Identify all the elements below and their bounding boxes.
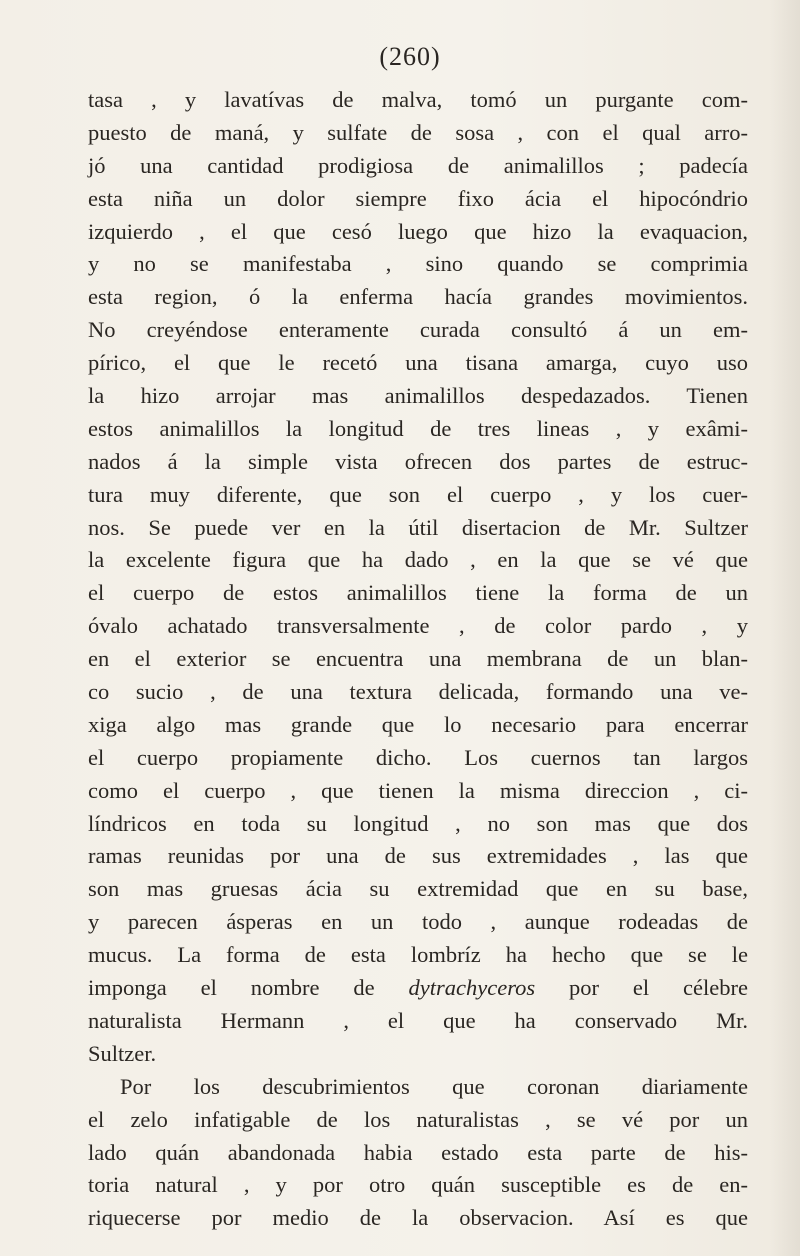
text-line: Sultzer. xyxy=(88,1040,157,1066)
text-line: nados á la simple vista ofrecen dos partes de estruc- xyxy=(88,448,748,474)
body-text xyxy=(88,84,748,1235)
text-line: como el cuerpo , que tienen la misma direccion , ci- xyxy=(88,777,748,803)
text-line: líndricos en toda su longitud , no son mas que dos xyxy=(88,810,748,836)
text-line: ramas reunidas por una de sus extremidades , las que xyxy=(88,843,748,869)
text-line: riquecerse por medio de la observacion. Así es que xyxy=(88,1205,748,1231)
page-edge-shadow xyxy=(770,0,800,1256)
text-line: tura muy diferente, que son el cuerpo , y los cuer- xyxy=(88,481,748,507)
text-line: estos animalillos la longitud de tres lineas , y exâmi- xyxy=(88,415,748,441)
text-line: óvalo achatado transversalmente , de color pardo , y xyxy=(88,613,748,639)
text-line: pírico, el que le recetó una tisana amarga, cuyo uso xyxy=(88,350,748,376)
text-line: esta region, ó la enferma hacía grandes movimientos. xyxy=(88,284,748,310)
text-line: y parecen ásperas en un todo , aunque rodeadas de xyxy=(88,909,748,935)
text-line: la excelente figura que ha dado , en la que se vé que xyxy=(88,547,748,573)
text-line: No creyéndose enteramente curada consultó á un em- xyxy=(88,317,748,343)
text-line: imponga el nombre de dytrachyceros por el célebre xyxy=(88,975,748,1001)
text-line: esta niña un dolor siempre fixo ácia el hipocóndrio xyxy=(88,185,748,211)
text-line: el cuerpo propiamente dicho. Los cuernos tan largos xyxy=(88,744,748,770)
species-name: dytrachyceros xyxy=(408,975,536,1001)
page-number: (260) xyxy=(379,42,441,71)
text-line: el zelo infatigable de los naturalistas , se vé por un xyxy=(88,1106,748,1132)
text-line: lado quán abandonada habia estado esta parte de his- xyxy=(88,1139,748,1165)
text-line: naturalista Hermann , el que ha conservado Mr. xyxy=(88,1007,748,1033)
text-line: el cuerpo de estos animalillos tiene la forma de un xyxy=(88,580,748,606)
text-line: la hizo arrojar mas animalillos despedazados. Tienen xyxy=(88,383,748,409)
text-line: nos. Se puede ver en la útil disertacion de Mr. Sultzer xyxy=(88,514,748,540)
text-line: tasa , y lavatívas de malva, tomó un purgante com- xyxy=(88,87,748,112)
text-line: toria natural , y por otro quán susceptible es de en- xyxy=(88,1172,748,1198)
text-line: son mas gruesas ácia su extremidad que en su base, xyxy=(88,876,748,902)
text-line: mucus. La forma de esta lombríz ha hecho que se le xyxy=(88,942,748,968)
text-line: jó una cantidad prodigiosa de animalillos ; padecía xyxy=(88,152,748,178)
text-line: Por los descubrimientos que coronan diariamente xyxy=(120,1073,748,1099)
text-line: izquierdo , el que cesó luego que hizo la evaquacion, xyxy=(88,218,748,244)
text-line: y no se manifestaba , sino quando se comprimia xyxy=(88,251,748,277)
text-line: co sucio , de una textura delicada, formando una ve- xyxy=(88,679,748,705)
text-line: en el exterior se encuentra una membrana de un blan- xyxy=(88,646,748,672)
text-line: xiga algo mas grande que lo necesario para encerrar xyxy=(88,711,748,737)
text-line: puesto de maná, y sulfate de sosa , con el qual arro- xyxy=(88,119,748,145)
